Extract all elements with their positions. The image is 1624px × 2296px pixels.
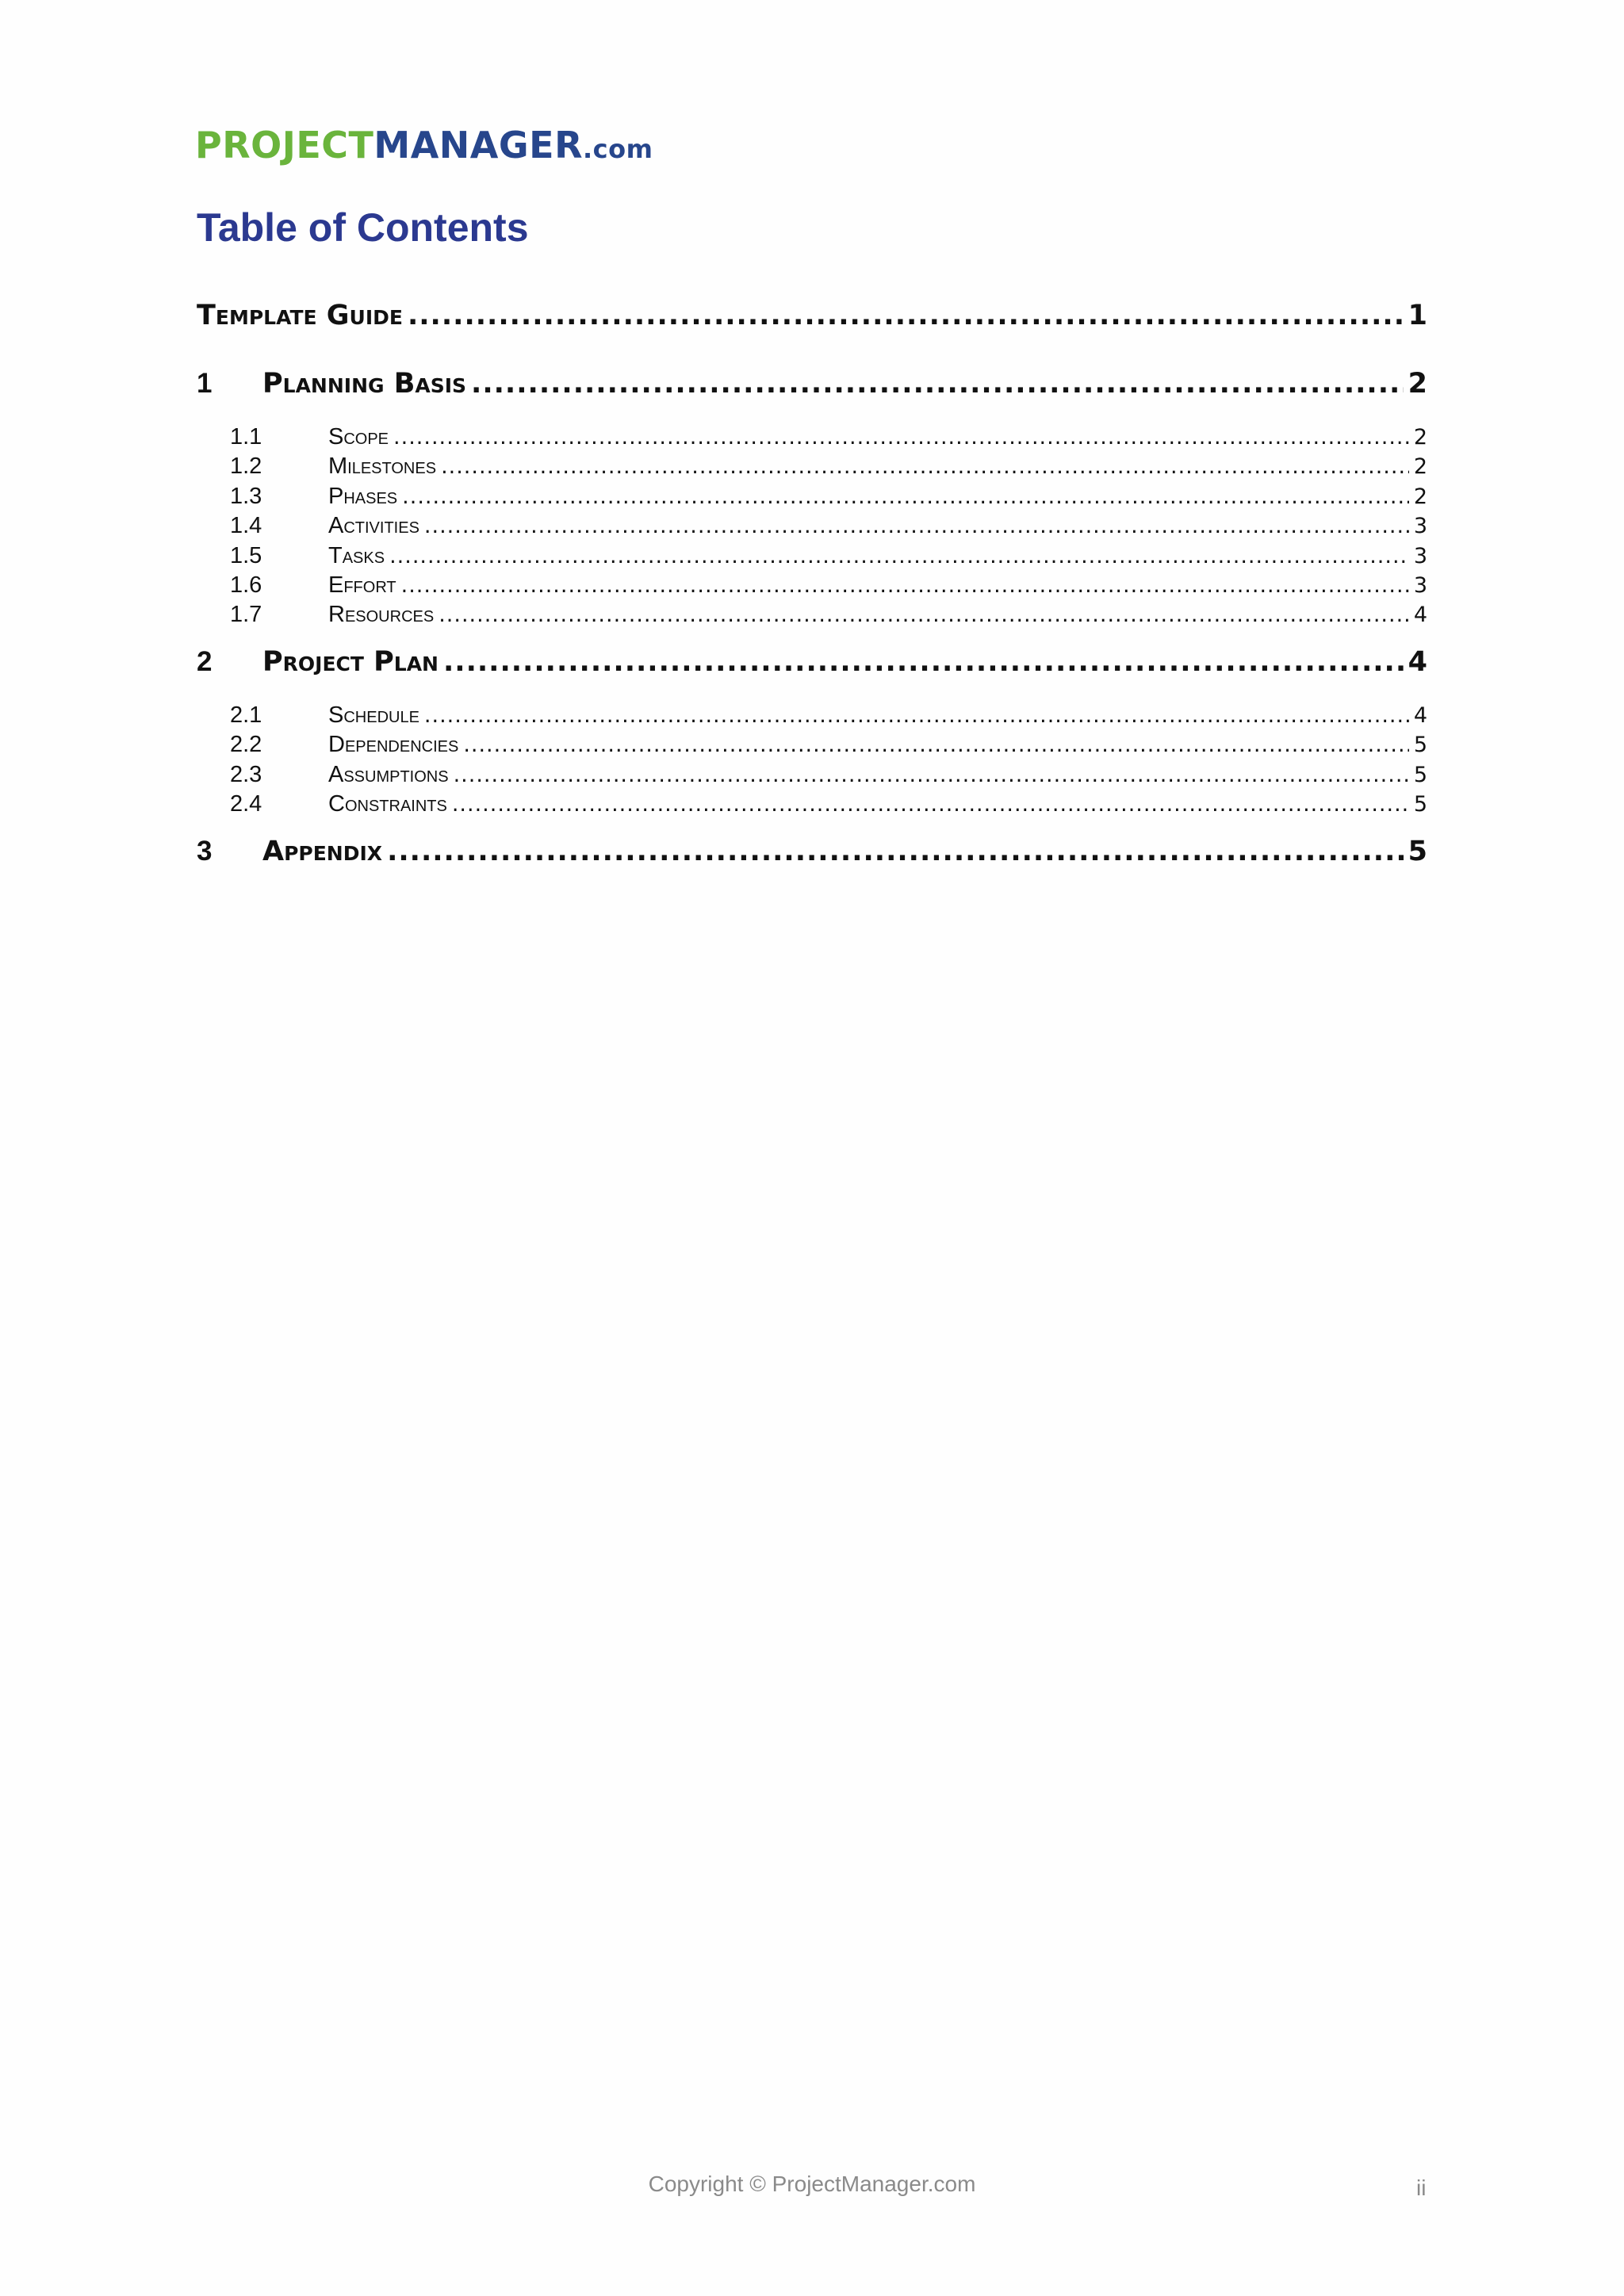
- copyright-footer: Copyright © ProjectManager.com: [648, 2172, 976, 2196]
- toc-entry-title: Assumptions: [328, 762, 449, 787]
- toc-entry-number: 1.5: [230, 543, 262, 568]
- toc-entry-number: 2: [197, 646, 213, 677]
- toc-entry-title: Scope: [328, 424, 389, 450]
- toc-entry-page: 2: [1408, 368, 1427, 400]
- toc-entry-resources[interactable]: [197, 602, 1427, 628]
- toc-entry-number: 2.1: [230, 702, 262, 728]
- toc-entry-number: 1.6: [230, 572, 262, 598]
- toc-entry-number: 3: [197, 836, 213, 867]
- toc-entry-assumptions[interactable]: [197, 762, 1427, 788]
- toc-entry-number: 2.3: [230, 762, 262, 787]
- toc-entry-scope[interactable]: [197, 424, 1427, 450]
- toc-entry-title: Milestones: [328, 453, 437, 479]
- logo-text-project: PROJECT: [195, 124, 374, 166]
- toc-entry-title: Schedule: [328, 702, 419, 728]
- toc-dot-leader: [389, 544, 1409, 568]
- toc-entry-schedule[interactable]: [197, 702, 1427, 729]
- toc-entry-page: 3: [1413, 514, 1427, 538]
- toc-entry-page: 4: [1408, 646, 1427, 678]
- toc-dot-leader: [387, 836, 1404, 867]
- toc-dot-leader: [424, 514, 1409, 538]
- toc-entry-activities[interactable]: [197, 513, 1427, 539]
- toc-entry-page: 1: [1408, 300, 1427, 331]
- toc-entry-page: 4: [1413, 703, 1427, 728]
- toc-entry-title: Phases: [328, 484, 398, 509]
- toc-dot-leader: [454, 763, 1409, 787]
- toc-heading: Table of Contents: [197, 205, 529, 250]
- toc-entry-title: Planning Basis: [262, 368, 467, 400]
- toc-entry-page: 5: [1413, 763, 1427, 787]
- toc-entry-number: 1.3: [230, 484, 262, 509]
- toc-entry-title: Appendix: [262, 836, 383, 867]
- toc-entry-constraints[interactable]: [197, 791, 1427, 817]
- toc-entry-page: 2: [1413, 454, 1427, 479]
- logo-text-com: .com: [583, 134, 653, 164]
- toc-entry-page: 5: [1413, 733, 1427, 757]
- toc-entry-title: Activities: [328, 513, 419, 538]
- toc-dot-leader: [402, 484, 1409, 509]
- toc-entry-appendix[interactable]: [197, 836, 1427, 867]
- toc-entry-template-guide[interactable]: [197, 300, 1427, 331]
- page-number: ii: [1416, 2175, 1427, 2200]
- toc-entry-number: 2.2: [230, 732, 262, 757]
- toc-entry-page: 2: [1413, 484, 1427, 509]
- toc-entry-title: Project Plan: [262, 646, 439, 678]
- toc-dot-leader: [439, 603, 1409, 627]
- toc-entry-number: 1.1: [230, 424, 262, 450]
- toc-entry-effort[interactable]: [197, 572, 1427, 599]
- toc-entry-dependencies[interactable]: [197, 732, 1427, 758]
- toc-entry-title: Effort: [328, 572, 396, 598]
- toc-dot-leader: [408, 300, 1404, 331]
- toc-entry-tasks[interactable]: [197, 543, 1427, 569]
- toc-entry-title: Dependencies: [328, 732, 459, 757]
- toc-entry-planning-basis[interactable]: [197, 368, 1427, 400]
- toc-entry-number: 1: [197, 368, 213, 399]
- toc-entry-page: 2: [1413, 425, 1427, 450]
- toc-entry-number: 2.4: [230, 791, 262, 817]
- toc-entry-title: Resources: [328, 602, 435, 627]
- toc-entry-page: 5: [1413, 792, 1427, 817]
- toc-dot-leader: [441, 454, 1409, 479]
- toc-dot-leader: [393, 425, 1409, 450]
- toc-dot-leader: [471, 368, 1404, 400]
- toc-entry-title: Constraints: [328, 791, 447, 817]
- toc-dot-leader: [424, 703, 1409, 728]
- toc-entry-project-plan[interactable]: [197, 646, 1427, 678]
- toc-dot-leader: [463, 733, 1409, 757]
- logo-text-manager: MANAGER: [373, 124, 583, 166]
- toc-dot-leader: [401, 573, 1409, 598]
- toc-dot-leader: [452, 792, 1409, 817]
- toc-entry-milestones[interactable]: [197, 453, 1427, 480]
- toc-entry-page: 3: [1413, 573, 1427, 598]
- toc-entry-page: 5: [1408, 836, 1427, 867]
- toc-entry-page: 4: [1413, 603, 1427, 627]
- projectmanager-logo: [195, 124, 653, 166]
- toc-entry-number: 1.2: [230, 453, 262, 479]
- toc-entry-number: 1.7: [230, 602, 262, 627]
- toc-entry-number: 1.4: [230, 513, 262, 538]
- toc-entry-title: Tasks: [328, 543, 385, 568]
- toc-entry-title: Template Guide: [197, 300, 403, 331]
- toc-entry-page: 3: [1413, 544, 1427, 568]
- toc-dot-leader: [443, 646, 1404, 678]
- toc-entry-phases[interactable]: [197, 484, 1427, 510]
